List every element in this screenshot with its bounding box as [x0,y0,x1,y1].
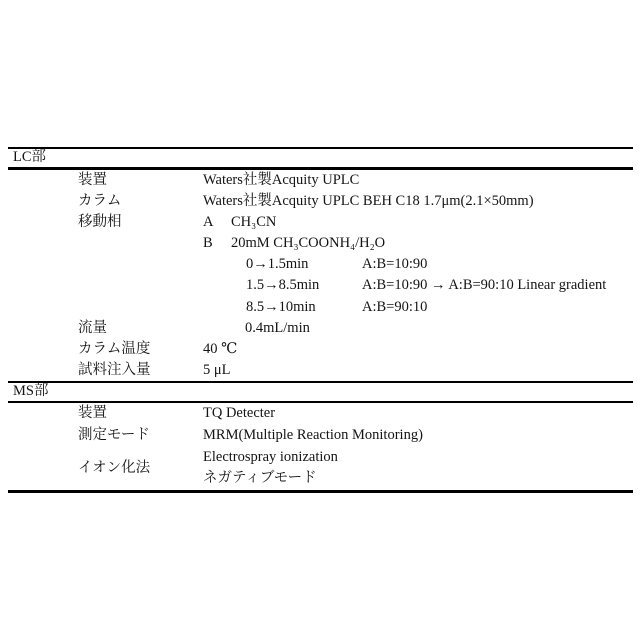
mobile-phase-b-key: B [203,235,213,252]
lc-mobile-phase-a-row [8,212,633,233]
gradient-step-2-time: 1.5→8.5min [246,277,320,294]
ms-ionization-label: イオン化法 [78,459,151,476]
lc-device-value: Waters社製Acquity UPLC [203,171,360,188]
lc-mobile-phase-b-value [203,233,633,254]
gradient-step-1-time: 0→1.5min [246,256,309,273]
lc-injection-row [8,360,633,381]
lc-section-title: LC部 [13,149,47,165]
ms-ionization-value-line1: Electrospray ionization [203,448,338,465]
lc-column-value: Waters社製Acquity UPLC BEH C18 1.7μm(2.1×50mm) [203,192,534,209]
lc-column-temp-value: 40 ℃ [203,341,238,357]
ms-ionization-value [203,447,633,490]
lc-injection-value: 5 μL [203,362,231,379]
lc-device-label: 装置 [78,171,107,188]
gradient-step-2-ratio: A:B=10:90 → A:B=90:10 Linear gradient [362,277,607,294]
ms-device-label: 装置 [78,405,107,422]
gradient-step-row [8,254,633,275]
table-bottom-rule [8,490,633,493]
lc-column-temp-row [8,339,633,360]
lc-device-row [8,170,633,191]
lc-column-row [8,191,633,212]
lc-flow-label: 流量 [78,319,107,336]
lc-mobile-phase-b-row [8,233,633,254]
mobile-phase-b-formula: 20mM CH₃COONH₄/H₂O [231,235,386,252]
mobile-phase-a-formula: CH₃CN [231,213,277,230]
ms-device-value: TQ Detecter [203,405,276,422]
ms-section-title: MS部 [13,382,49,399]
lc-flow-value: 0.4mL/min [245,319,310,336]
lc-injection-label: 試料注入量 [78,362,151,379]
mobile-phase-a-key: A [203,213,214,230]
lc-mobile-phase-a-value [203,212,633,233]
ms-mode-value: MRM(Multiple Reaction Monitoring) [203,427,423,444]
ms-ionization-row [8,447,633,490]
lc-mobile-phase-label: 移動相 [78,213,122,230]
lc-mobile-phase-b-spacer [78,233,203,254]
ms-mode-row [8,425,633,447]
gradient-step-3-time: 8.5→10min [246,298,316,315]
gradient-step-row [8,275,633,296]
lc-column-temp-label: カラム温度 [78,341,151,357]
ms-ionization-value-line2: ネガティブモード [203,470,317,487]
lc-flow-row [8,318,633,339]
ms-mode-label: 測定モード [78,427,150,444]
gradient-step-3-ratio: A:B=90:10 [362,298,428,315]
lc-column-label: カラム [78,192,122,209]
ms-device-row [8,403,633,425]
conditions-table [8,147,633,493]
gradient-step-row [8,297,633,318]
gradient-step-1-ratio: A:B=10:90 [362,256,428,273]
